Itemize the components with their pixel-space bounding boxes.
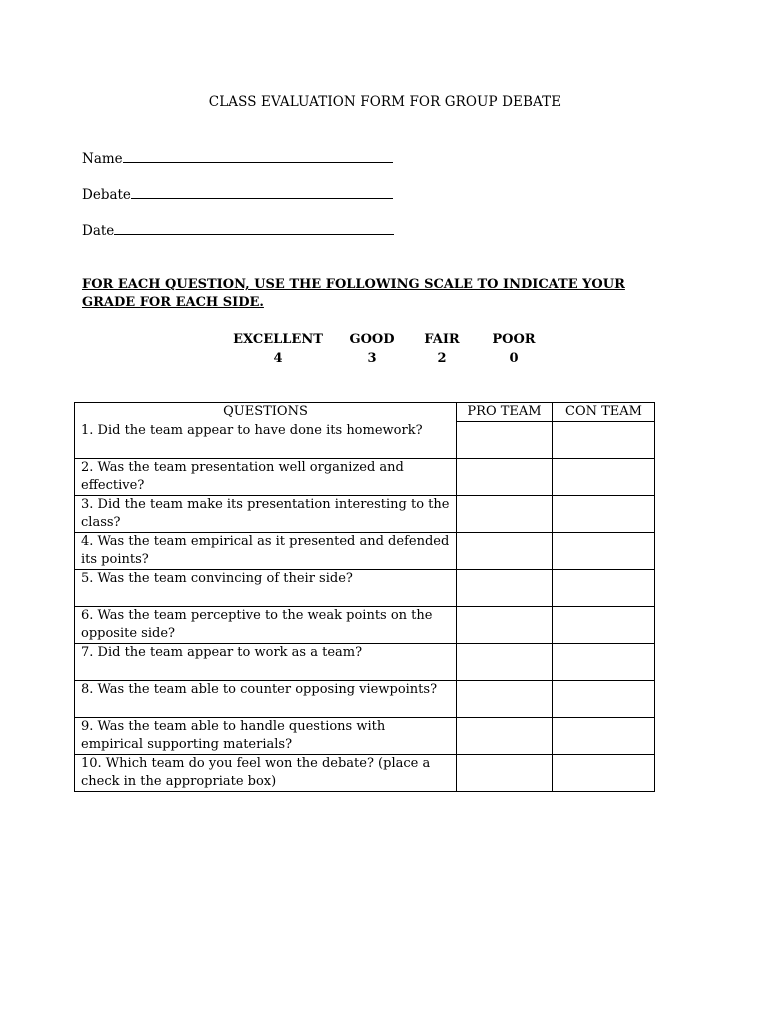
con-team-cell[interactable] [553,754,655,791]
con-team-cell[interactable] [553,606,655,643]
scale-excellent [232,330,324,368]
question-cell: 2. Was the team presentation well organized and effective? [75,458,457,495]
pro-team-header: PRO TEAM [457,403,553,422]
name-label: Name [82,151,123,167]
table-row [75,754,655,791]
scale-label: EXCELLENT [233,332,323,347]
question-cell: 5. Was the team convincing of their side? [75,569,457,606]
questions-header: QUESTIONS [75,403,457,422]
pro-team-cell[interactable] [457,717,553,754]
debate-field[interactable] [82,185,393,203]
question-cell: 10. Which team do you feel won the debate? (place a check in the appropriate box) [75,754,457,791]
scale-instruction: FOR EACH QUESTION, USE THE FOLLOWING SCALE TO INDICATE YOUR GRADE FOR EACH SIDE. [82,277,625,310]
debate-label: Debate [82,187,131,203]
con-team-cell[interactable] [553,422,655,459]
name-line[interactable] [123,149,393,163]
con-team-cell[interactable] [553,532,655,569]
pro-team-cell[interactable] [457,532,553,569]
scale-fair [414,330,470,368]
con-team-cell[interactable] [553,569,655,606]
form-title: CLASS EVALUATION FORM FOR GROUP DEBATE [208,94,562,110]
table-header-row [75,403,655,422]
pro-team-cell[interactable] [457,643,553,680]
question-cell: 3. Did the team make its presentation interesting to the class? [75,495,457,532]
con-team-cell[interactable] [553,458,655,495]
table-row [75,569,655,606]
question-cell: 4. Was the team empirical as it presented and defended its points? [75,532,457,569]
pro-team-cell[interactable] [457,458,553,495]
name-field[interactable] [82,149,393,167]
table-row [75,680,655,717]
question-cell: 7. Did the team appear to work as a team? [75,643,457,680]
pro-team-cell[interactable] [457,569,553,606]
pro-team-cell[interactable] [457,680,553,717]
scale-value: 0 [509,351,519,366]
scale-value: 4 [273,351,283,366]
pro-team-cell[interactable] [457,606,553,643]
pro-team-cell[interactable] [457,422,553,459]
con-team-cell[interactable] [553,717,655,754]
scale-value: 2 [437,351,447,366]
scale-label: FAIR [424,332,460,347]
question-cell: 9. Was the team able to handle questions with empirical supporting materials? [75,717,457,754]
table-row [75,532,655,569]
scale-label: GOOD [349,332,395,347]
table-row [75,495,655,532]
date-field[interactable] [82,221,394,239]
table-row [75,422,655,459]
date-line[interactable] [114,221,394,235]
table-row [75,458,655,495]
evaluation-table [74,402,655,792]
scale-poor [485,330,543,368]
table-row [75,717,655,754]
pro-team-cell[interactable] [457,495,553,532]
con-team-cell[interactable] [553,643,655,680]
scale-good [342,330,402,368]
scale-label: POOR [492,332,536,347]
debate-line[interactable] [131,185,393,199]
question-cell: 1. Did the team appear to have done its homework? [75,422,457,459]
question-cell: 8. Was the team able to counter opposing viewpoints? [75,680,457,717]
table-row [75,643,655,680]
question-cell: 6. Was the team perceptive to the weak points on the opposite side? [75,606,457,643]
pro-team-cell[interactable] [457,754,553,791]
con-team-header: CON TEAM [553,403,655,422]
date-label: Date [82,223,115,239]
table-row [75,606,655,643]
con-team-cell[interactable] [553,495,655,532]
scale-value: 3 [367,351,377,366]
con-team-cell[interactable] [553,680,655,717]
